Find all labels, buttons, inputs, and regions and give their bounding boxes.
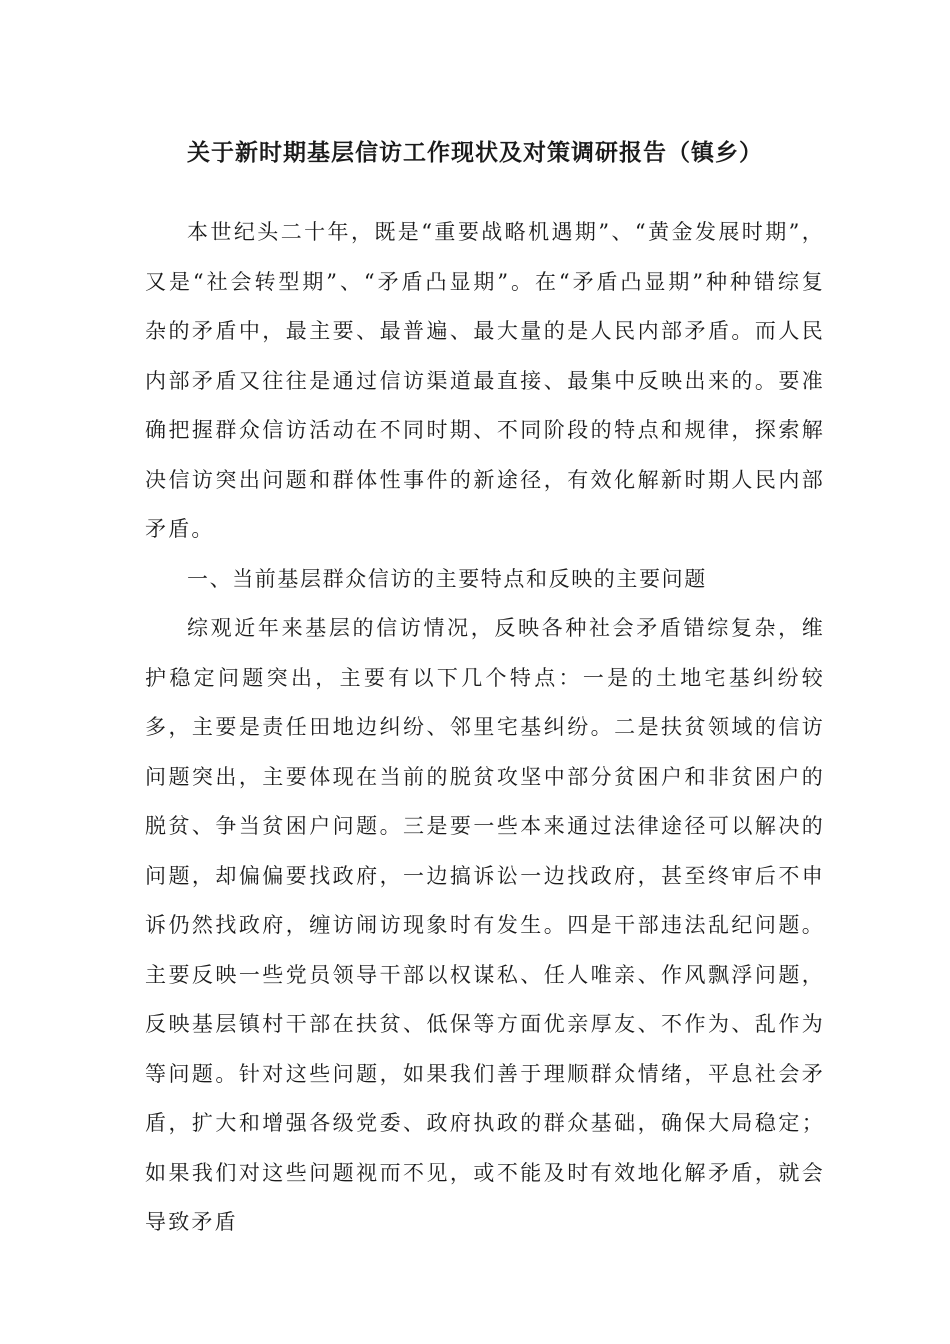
- section-heading: 一、当前基层群众信访的主要特点和反映的主要问题: [187, 566, 707, 591]
- intro-paragraph: 本世纪头二十年，既是“重要战略机遇期”、“黄金发展时期”，又是“社会转型期”、“矛盾凸显期”。在“矛盾凸显期”种种错综复杂的矛盾中，最主要、最普遍、最大量的是人民内部矛盾。而人民内部矛盾又往往是通过信访渠道最直接、最集中反映出来的。要准确把握群众信访活动在不同时期、不同阶段的特点和规律，探索解决信访突出问题和群体性事件的新途径，有效化解新时期人民内部矛盾。: [145, 220, 825, 541]
- document-body: [145, 208, 825, 1248]
- section-paragraph: 综观近年来基层的信访情况，反映各种社会矛盾错综复杂，维护稳定问题突出，主要有以下几个特点：一是的土地宅基纠纷较多，主要是责任田地边纠纷、邻里宅基纠纷。二是扶贫领域的信访问题突出，主要体现在当前的脱贫攻坚中部分贫困户和非贫困户的脱贫、争当贫困户问题。三是要一些本来通过法律途径可以解决的问题，却偏偏要找政府，一边搞诉讼一边找政府，甚至终审后不申诉仍然找政府，缠访闹访现象时有发生。四是干部违法乱纪问题。主要反映一些党员领导干部以权谋私、任人唯亲、作风飘浮问题，反映基层镇村干部在扶贫、低保等方面优亲厚友、不作为、乱作为等问题。针对这些问题，如果我们善于理顺群众情绪，平息社会矛盾，扩大和增强各级党委、政府执政的群众基础，确保大局稳定；如果我们对这些问题视而不见，或不能及时有效地化解矛盾，就会导致矛盾: [145, 616, 825, 1234]
- document-title: 关于新时期基层信访工作现状及对策调研报告（镇乡）: [187, 139, 763, 166]
